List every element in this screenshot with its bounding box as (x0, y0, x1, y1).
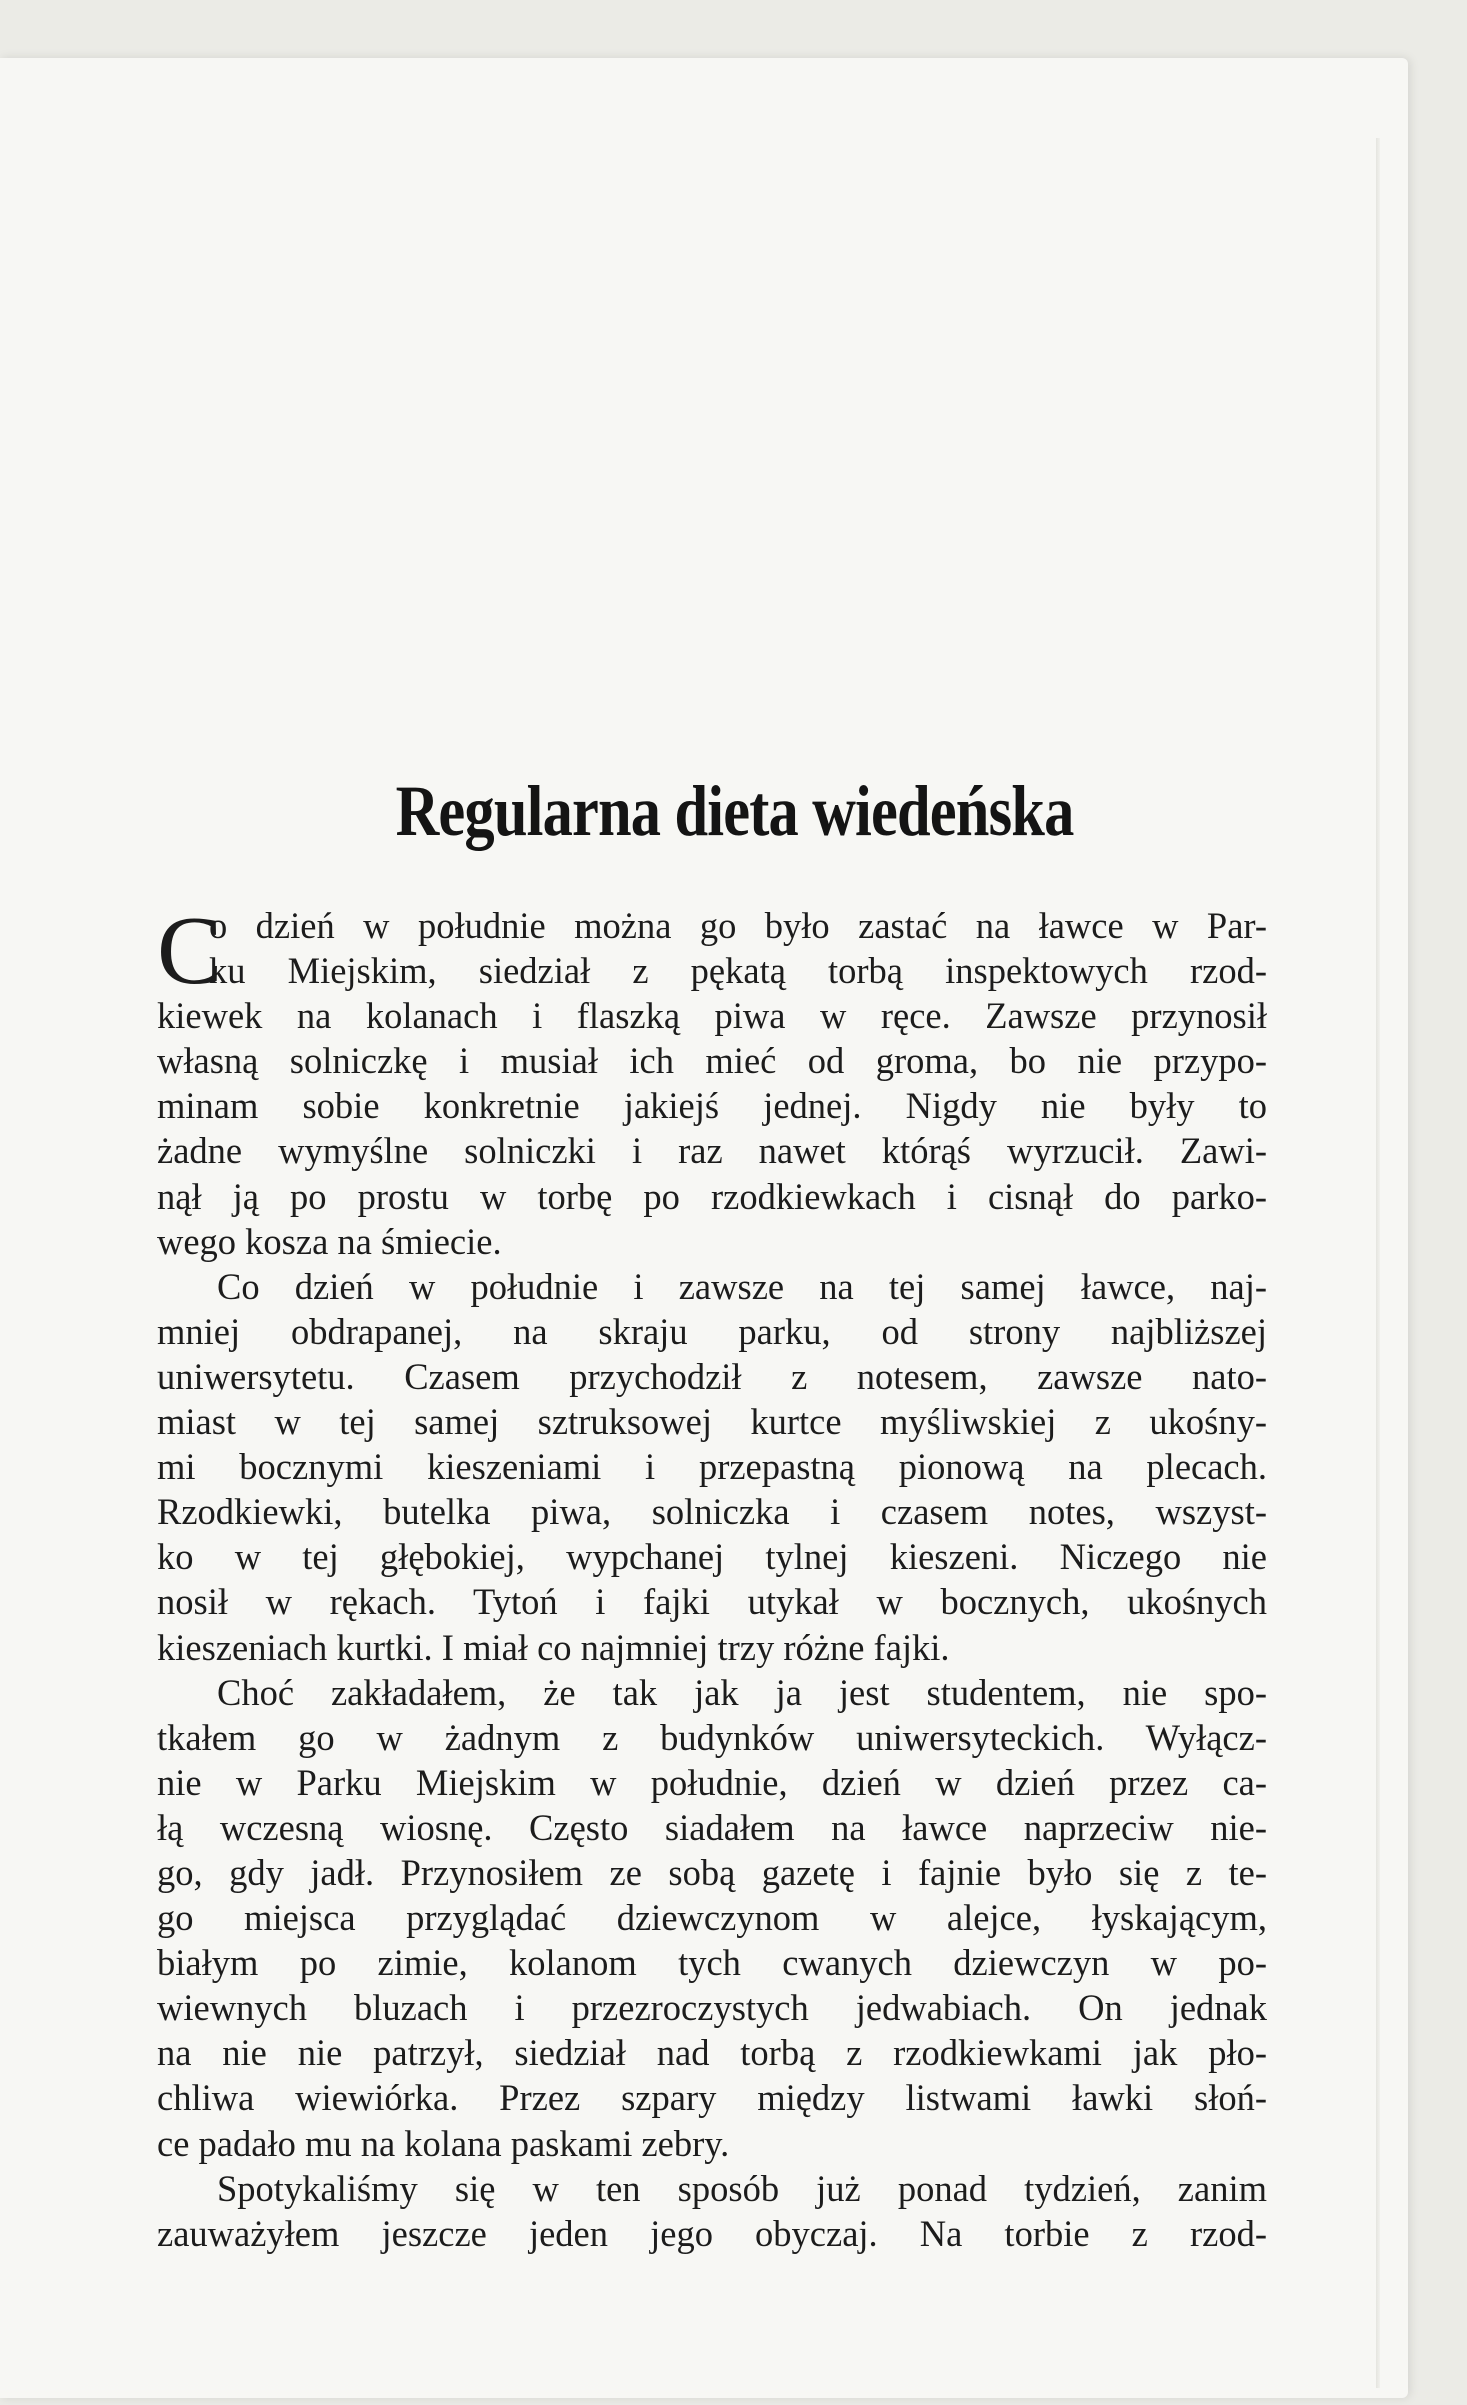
text-line: nął ją po prostu w torbę po rzodkiewkach i cisnął do parko- (157, 1175, 1267, 1217)
text-line: chliwa wiewiórka. Przez szpary między listwami ławki słoń- (157, 2077, 1267, 2119)
text-line: Choć zakładałem, że tak jak ja jest studentem, nie spo- (217, 1671, 1267, 1713)
text-line: wiewnych bluzach i przezroczystych jedwabiach. On jednak (157, 1987, 1267, 2029)
paragraph (157, 897, 1267, 1264)
text-line: ko w tej głębokiej, wypchanej tylnej kieszeni. Niczego nie (157, 1536, 1267, 1578)
text-line: o dzień w południe można go było zastać na ławce w Par- (209, 905, 1267, 946)
text-line: Spotykaliśmy się w ten sposób już ponad tydzień, zanim (217, 2167, 1267, 2209)
text-line: na nie nie patrzył, siedział nad torbą z rzodkiewkami jak pło- (157, 2032, 1267, 2074)
text-line: mniej obdrapanej, na skraju parku, od strony najbliższej (157, 1310, 1267, 1352)
text-line: tkałem go w żadnym z budynków uniwersyteckich. Wyłącz- (157, 1716, 1267, 1758)
text-line: Rzodkiewki, butelka piwa, solniczka i czasem notes, wszyst- (157, 1491, 1267, 1533)
text-line: zauważyłem jeszcze jeden jego obyczaj. Na torbie z rzod- (157, 2212, 1267, 2254)
text-line: wego kosza na śmiecie. (157, 1220, 502, 1262)
text-line: minam sobie konkretnie jakiejś jednej. Nigdy nie były to (157, 1085, 1267, 1127)
text-line: miast w tej samej sztruksowej kurtce myśliwskiej z ukośny- (157, 1401, 1267, 1443)
text-line: nie w Parku Miejskim w południe, dzień w dzień przez ca- (157, 1761, 1267, 1803)
paragraph (157, 1264, 1267, 1670)
text-line: ce padało mu na kolana paskami zebry. (157, 2122, 730, 2164)
paragraph (157, 1670, 1267, 2166)
text-line: Co dzień w południe i zawsze na tej samej ławce, naj- (217, 1265, 1267, 1307)
text-line: go, gdy jadł. Przynosiłem ze sobą gazetę i fajnie było się z te- (157, 1851, 1267, 1893)
bleed-through-text (150, 208, 1280, 765)
drop-cap: C (157, 897, 223, 1005)
text-line: własną solniczkę i musiał ich mieć od groma, bo nie przypo- (157, 1040, 1267, 1082)
chapter-title: Regularna dieta wiedeńska (395, 771, 1074, 852)
text-line: łą wczesną wiosnę. Często siadałem na ławce naprzeciw nie- (157, 1806, 1267, 1848)
text-line: kiewek na kolanach i flaszką piwa w ręce. Zawsze przynosił (157, 995, 1267, 1037)
text-line: nosił w rękach. Tytoń i fajki utykał w bocznych, ukośnych (157, 1581, 1267, 1623)
text-line: go miejsca przyglądać dziewczynom w alejce, łyskającym, (157, 1897, 1267, 1939)
body-text (157, 897, 1267, 2256)
text-line: białym po zimie, kolanom tych cwanych dziewczyn w po- (157, 1942, 1267, 1984)
paragraph (157, 2166, 1267, 2256)
text-line: uniwersytetu. Czasem przychodził z notesem, zawsze nato- (157, 1355, 1267, 1397)
text-line: mi bocznymi kieszeniami i przepastną pionową na plecach. (157, 1446, 1267, 1488)
text-line: ku Miejskim, siedział z pękatą torbą inspektowych rzod- (209, 950, 1267, 992)
page-edge (1376, 138, 1380, 2388)
text-line: kieszeniach kurtki. I miał co najmniej trzy różne fajki. (157, 1626, 950, 1668)
text-line: żadne wymyślne solniczki i raz nawet którąś wyrzucił. Zawi- (157, 1130, 1267, 1172)
